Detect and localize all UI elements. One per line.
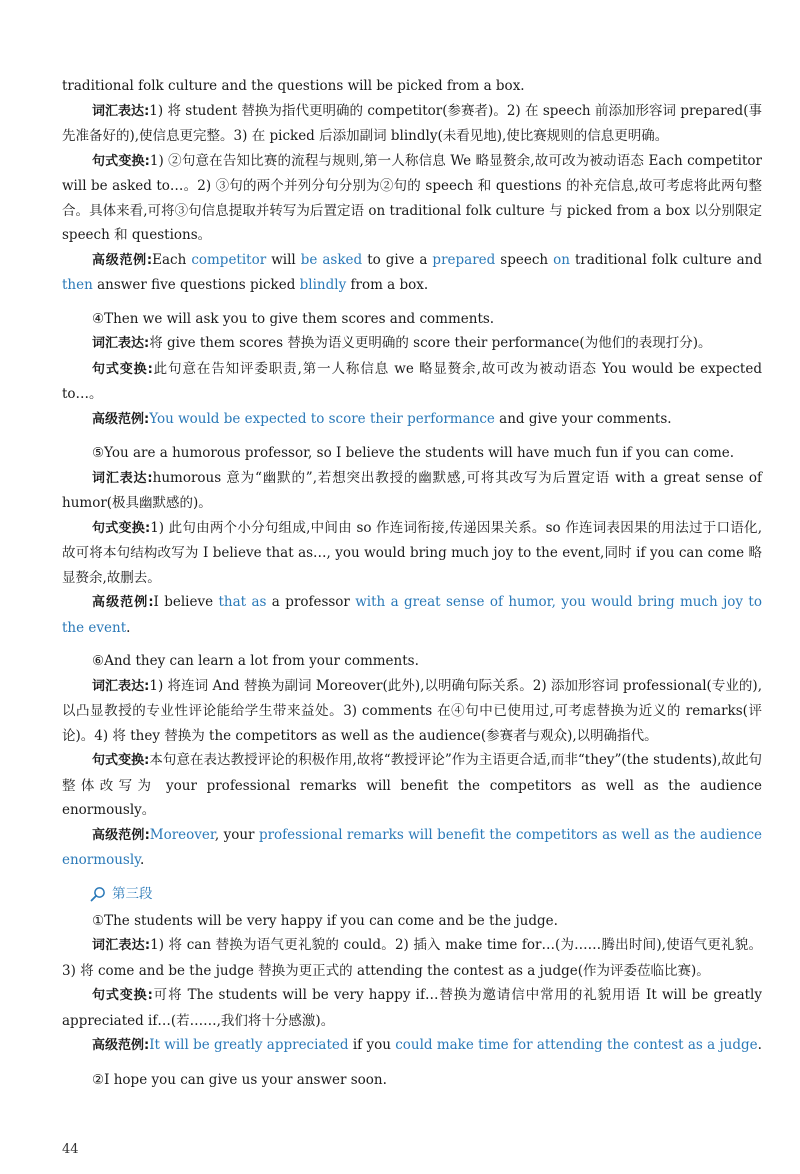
example-6: 高级范例:Moreover, your professional remarks will benefit the competitors as well as the audience enormously. bbox=[62, 826, 762, 868]
example-label: 高级范例 bbox=[92, 252, 147, 268]
syntax-note-1: 句式变换:1) ②句意在告知比赛的流程与规则,第一人称信息 We 略显赘余,故可改为被动语态 Each competitor will be asked to…。2) ③句的两个并列分句分别为②句的 speech 和 questions 的补充信息,故可考虑将此两句整合。具体来看,可将③句信息提取并转写为后置定语 on traditional folk culture 与 picked from a box 以分别限定 speech 和 questions。 bbox=[62, 152, 762, 243]
example-1: 高级范例:Each competitor will be asked to give a prepared speech on traditional folk culture and then answer five questions picked blindly from a box. bbox=[62, 251, 762, 293]
sentence-5: ⑤You are a humorous professor, so I believe the students will have much fun if you can come. bbox=[92, 445, 735, 461]
vocab-note-1: 词汇表达:1) 将 student 替换为指代更明确的 competitor(参赛者)。2) 在 speech 前添加形容词 prepared(事先准备好的),使信息更完整。3) 在 picked 后添加副词 blindly(未看见地),使比赛规则的信息更明确。 bbox=[62, 102, 762, 144]
sentence-4: ④Then we will ask you to give them scores and comments. bbox=[92, 310, 495, 327]
vocab-note-6: 词汇表达:1) 将连词 And 替换为副词 Moreover(此外),以明确句际关系。2) 添加形容词 professional(专业的),以凸显教授的专业性评论能给学生带来益处。3) comments 在④句中已使用过,可考虑替换为近义的 remarks(评论)。4) 将 they 替换为 the competitors as well as the audience(参赛者与观众),以明确指代。 bbox=[62, 677, 762, 744]
section-title: 第三段 bbox=[112, 885, 153, 902]
page-number: 44 bbox=[62, 1142, 79, 1157]
vocab-note-4: 词汇表达:将 give them scores 替换为语义更明确的 score their performance(为他们的表现打分)。 bbox=[92, 335, 712, 351]
sentence-6: ⑥And they can learn a lot from your comments. bbox=[92, 653, 419, 669]
syntax-note-5: 句式变换:1) 此句由两个小分句组成,中间由 so 作连词衔接,传递因果关系。so 作连词表因果的用法过于口语化,故可将本句结构改写为 I believe that as…, you would bring much joy to the event,同时 if you can come 略显赘余,故删去。 bbox=[62, 519, 762, 586]
example-3-1: 高级范例:It will be greatly appreciated if you could make time for attending the contest as a judge. bbox=[92, 1037, 762, 1053]
vocab-note-3-1: 词汇表达:1) 将 can 替换为语气更礼貌的 could。2) 插入 make time for…(为……腾出时间),使语气更礼貌。3) 将 come and be the judge 替换为更正式的 attending the contest as a judge(作为评委莅临比赛)。 bbox=[62, 937, 762, 979]
vocab-label: 词汇表达 bbox=[92, 103, 145, 119]
syntax-note-4: 句式变换:此句意在告知评委职责,第一人称信息 we 略显赘余,故可改为被动语态 You would be expected to…。 bbox=[62, 360, 762, 402]
magnifier-icon bbox=[90, 886, 106, 902]
section-heading bbox=[90, 882, 762, 906]
vocab-note-5: 词汇表达:humorous 意为“幽默的”,若想突出教授的幽默感,可将其改写为后置定语 with a great sense of humor(极具幽默感的)。 bbox=[62, 469, 762, 511]
syntax-note-6: 句式变换:本句意在表达教授评论的积极作用,故将“教授评论”作为主语更合适,而非“they”(the students),故此句整体改写为 your professional remarks will benefit the competitors as well as the audience enormously。 bbox=[62, 752, 762, 818]
paragraph-continuation: traditional folk culture and the questions will be picked from a box. bbox=[62, 78, 525, 94]
page-content bbox=[62, 74, 762, 1092]
example-4: 高级范例:You would be expected to score their performance and give your comments. bbox=[92, 410, 672, 427]
syntax-label: 句式变换 bbox=[92, 153, 145, 169]
example-5: 高级范例:I believe that as a professor with a great sense of humor, you would bring much joy to the event. bbox=[62, 594, 762, 636]
sentence-3-1: ①The students will be very happy if you can come and be the judge. bbox=[92, 912, 558, 929]
syntax-note-3-1: 句式变换:可将 The students will be very happy if…替换为邀请信中常用的礼貌用语 It will be greatly appreciated if…(若……,我们将十分感激)。 bbox=[62, 987, 762, 1029]
sentence-3-2: ②I hope you can give us your answer soon. bbox=[92, 1071, 387, 1088]
